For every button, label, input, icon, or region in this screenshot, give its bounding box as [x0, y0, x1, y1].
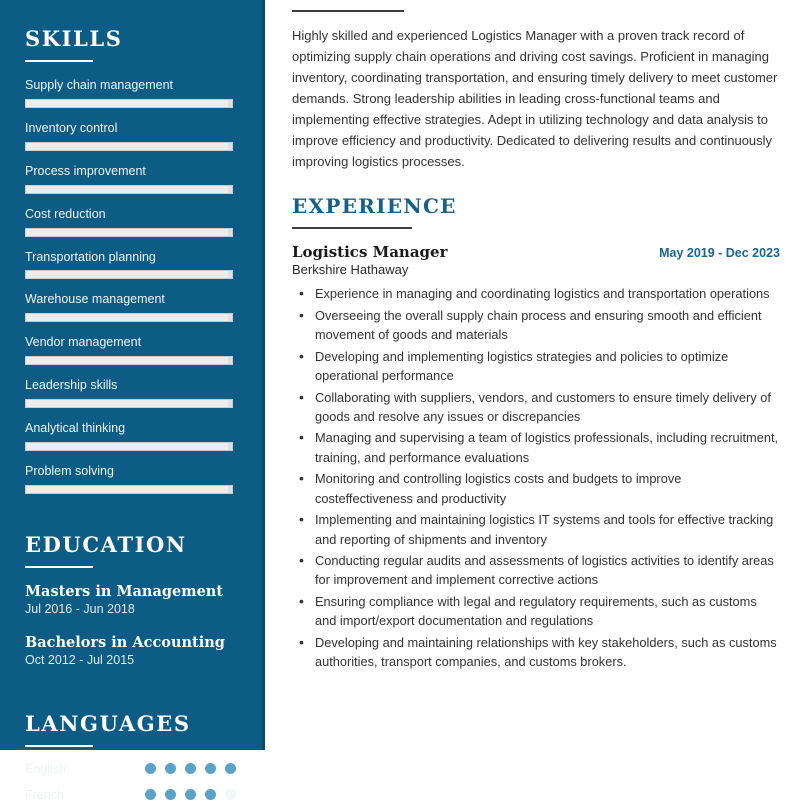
skills-section: [25, 0, 240, 494]
language-row: [25, 788, 240, 802]
education-dates: Oct 2012 - Jul 2015: [25, 652, 135, 667]
skill-label: Cost reduction: [25, 206, 106, 221]
language-dot-filled: [225, 763, 236, 774]
skill-item: [25, 163, 240, 194]
skill-bar-track: [25, 313, 233, 322]
skills-list: [25, 77, 240, 494]
skill-label: Warehouse management: [25, 292, 165, 307]
main-content: [265, 0, 800, 750]
education-degree: Bachelors in Accounting: [25, 633, 225, 651]
job-entry: [292, 243, 780, 671]
top-section-rule: [292, 10, 404, 12]
skill-bar-fill: [26, 271, 228, 278]
skill-item: [25, 377, 240, 408]
education-section: [25, 506, 240, 667]
skill-label: Process improvement: [25, 163, 146, 178]
job-header: [292, 243, 780, 261]
professional-summary: Highly skilled and experienced Logistics Manager with a proven track record of optimizing supply chain operations and driving cost savings. Proficient in managing inventory, coordinating transportation, and ensuring timely delivery to meet customer demands. Strong leadership abilities in leading cross-functional teams and implementing effective strategies. Adept in utilizing technology and data analysis to improve efficiency and productivity. Dedicated to delivering results and continuously improving logistics processes.: [292, 28, 778, 170]
skills-heading: SKILLS: [25, 26, 123, 51]
job-bullet: • Experience in managing and coordinating logistics and transportation operations: [292, 284, 780, 303]
skill-item: [25, 334, 240, 365]
languages-list: [25, 762, 240, 802]
language-level-dots: [145, 789, 236, 800]
language-row: [25, 762, 240, 776]
skill-label: Analytical thinking: [25, 421, 126, 435]
skill-bar-track: [25, 142, 233, 151]
skill-label: Problem solving: [25, 463, 114, 478]
job-bullet: • Developing and implementing logistics strategies and policies to optimize operational performance: [292, 347, 780, 386]
experience-heading-rule: [292, 227, 412, 229]
skill-label: Transportation planning: [25, 249, 156, 264]
skill-bar-track: [25, 228, 233, 237]
skill-bar-fill: [26, 143, 228, 150]
language-dot-filled: [165, 789, 176, 800]
language-dot-filled: [205, 789, 216, 800]
skill-item: [25, 291, 240, 322]
languages-heading-rule: [25, 745, 93, 747]
skill-bar-fill: [26, 400, 228, 407]
job-bullet: • Monitoring and controlling logistics costs and budgets to improve costeffectiveness and productivity: [292, 469, 780, 508]
language-name: English: [25, 761, 66, 776]
language-dot-filled: [145, 763, 156, 774]
job-company: Berkshire Hathaway: [292, 262, 409, 278]
skill-bar-track: [25, 99, 233, 108]
skill-bar-fill: [26, 186, 228, 193]
skill-label: Supply chain management: [25, 78, 174, 92]
education-degree: Masters in Management: [25, 582, 224, 600]
education-heading-rule: [25, 566, 93, 568]
skills-heading-rule: [25, 60, 93, 62]
skill-bar-track: [25, 270, 233, 279]
language-dot-filled: [185, 789, 196, 800]
sidebar: [0, 0, 265, 802]
skill-label: Leadership skills: [25, 378, 118, 393]
skill-item: [25, 77, 240, 108]
skill-item: [25, 463, 240, 494]
skill-bar-track: [25, 356, 233, 365]
education-list: [25, 583, 240, 667]
education-item: [25, 634, 240, 667]
skill-bar-fill: [26, 357, 228, 364]
job-dates: May 2019 - Dec 2023: [659, 246, 780, 261]
job-bullet: • Ensuring compliance with legal and regulatory requirements, such as customs and import/export documentation and regulations: [292, 592, 780, 631]
skill-bar-track: [25, 399, 233, 408]
skill-bar-track: [25, 442, 233, 451]
skill-bar-fill: [26, 100, 228, 107]
skill-item: [25, 420, 240, 451]
education-heading: EDUCATION: [25, 531, 187, 557]
job-bullet: • Developing and maintaining relationships with key stakeholders, such as customs authorities, transport companies, and customs brokers.: [292, 633, 780, 672]
job-bullet-list: [292, 284, 780, 671]
language-dot-empty: [225, 789, 236, 800]
education-dates: Jul 2016 - Jun 2018: [25, 601, 135, 616]
skill-bar-fill: [26, 443, 228, 450]
job-bullet: • Overseeing the overall supply chain process and ensuring smooth and efficient movement of goods and materials: [292, 306, 780, 345]
skill-item: [25, 249, 240, 280]
skill-bar-track: [25, 185, 233, 194]
job-bullet: • Managing and supervising a team of logistics professionals, including recruitment, training, and performance evaluations: [292, 428, 780, 467]
language-dot-filled: [185, 763, 196, 774]
language-name: French: [25, 787, 64, 802]
job-bullet: • Implementing and maintaining logistics IT systems and tools for effective tracking and reporting of shipments and inventory: [292, 510, 780, 549]
job-bullet: • Collaborating with suppliers, vendors, and customers to ensure timely delivery of goods and resolve any issues or discrepancies: [292, 388, 780, 427]
languages-section: [25, 685, 240, 802]
skill-item: [25, 206, 240, 237]
job-bullet: • Conducting regular audits and assessments of logistics activities to identify areas for improvement and implement corrective actions: [292, 551, 780, 590]
skill-label: Vendor management: [25, 335, 142, 350]
language-dot-filled: [165, 763, 176, 774]
language-level-dots: [145, 763, 236, 774]
language-dot-filled: [145, 789, 156, 800]
skill-bar-fill: [26, 314, 228, 321]
skill-bar-fill: [26, 229, 228, 236]
skill-bar-fill: [26, 486, 228, 493]
skill-bar-track: [25, 485, 233, 494]
education-item: [25, 583, 240, 616]
skill-label: Inventory control: [25, 120, 118, 135]
skill-item: [25, 120, 240, 151]
experience-heading: EXPERIENCE: [292, 194, 457, 219]
languages-heading: LANGUAGES: [25, 710, 191, 736]
language-dot-filled: [205, 763, 216, 774]
job-title: Logistics Manager: [292, 243, 448, 262]
experience-section: [292, 194, 780, 671]
jobs-list: [292, 243, 780, 671]
